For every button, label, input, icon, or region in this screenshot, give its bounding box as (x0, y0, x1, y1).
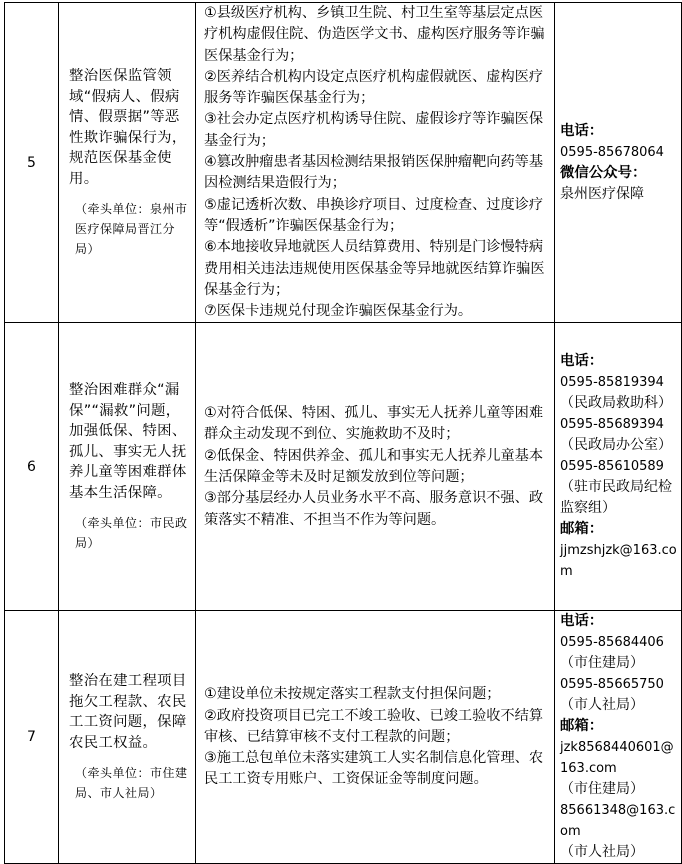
wechat-label: 微信公众号： (560, 164, 647, 181)
email-label: 邮箱： (560, 718, 604, 735)
phone-number: 0595-85819394 (560, 375, 664, 391)
issues-cell (196, 3, 555, 323)
phone-label: 电话： (560, 122, 604, 139)
phone-unit: （民政局办公室） (560, 437, 672, 454)
issue-item: ②医养结合机构内设定点医疗机构虚假就医、虚构医疗服务等诈骗医保基金行为； (204, 68, 544, 107)
phone-unit: （市住建局） (560, 655, 644, 672)
issue-item: ⑥本地接收异地就医人员结算费用、特别是门诊慢特病费用相关违法违规使用医保基金等异地就医结算诈骗医保基金行为； (204, 239, 545, 298)
contact-cell (555, 3, 682, 323)
email-address: 85661348@163.com (560, 803, 676, 840)
phone-unit: （驻市民政局纪检监察组） (560, 479, 672, 517)
issue-item: ①建设单位未按规定落实工程款支付担保问题； (204, 686, 501, 703)
contact-cell (555, 611, 682, 864)
row-number: 7 (5, 611, 59, 864)
phone-number: 0595-85665750 (560, 677, 664, 693)
issue-item: ②低保金、特困供养金、孤儿和事实无人抚养儿童基本生活保障金等未及时足额发放到位等问题； (204, 447, 544, 485)
supervision-table (4, 2, 682, 864)
lead-unit: （牵头单位：市民政局） (75, 516, 188, 551)
email-address: jjmzshjzk@163.com (560, 543, 677, 580)
topic-cell (59, 323, 196, 611)
row-number: 5 (5, 3, 59, 323)
wechat-account: 泉州医疗保障 (560, 185, 644, 202)
phone-number: 0595-85689394 (560, 417, 664, 433)
email-unit: （市人社局） (560, 844, 644, 861)
email-label: 邮箱： (560, 521, 604, 538)
issue-item: ⑤虚记透析次数、串换诊疗项目、过度检查、过度诊疗等“假透析”诈骗医保基金行为； (204, 196, 544, 234)
issue-item: ④篡改肿瘤患者基因检测结果报销医保肿瘤靶向药等基因检测结果造假行为； (204, 154, 544, 192)
topic-text: 整治医保监管领域“假病人、假病情、假票据”等恶性欺诈骗保行为，规范医保基金使用。 (69, 68, 187, 187)
issue-item: ③施工总包单位未落实建筑工人实名制信息化管理、农民工工资专用账户、工资保证金等制度问题。 (204, 750, 544, 788)
issues-cell (196, 323, 555, 611)
topic-cell (59, 611, 196, 864)
phone-number: 0595-85678064 (560, 144, 664, 160)
issue-item: ②政府投资项目已完工不竣工验收、已竣工验收不结算审核、已结算审核不支付工程款的问题； (204, 707, 544, 745)
issue-item: ⑦医保卡违规兑付现金诈骗医保基金行为。 (204, 303, 473, 320)
phone-number: 0595-85684406 (560, 635, 664, 651)
row-number: 6 (5, 323, 59, 611)
phone-unit: （民政局救助科） (560, 395, 672, 412)
lead-unit: （牵头单位：市住建局、市人社局） (75, 766, 188, 801)
phone-label: 电话： (560, 353, 604, 370)
issue-item: ③部分基层经办人员业务水平不高、服务意识不强、政策落实不精准、不担当不作为等问题。 (204, 490, 544, 528)
table-row (5, 3, 682, 323)
email-address: jzk8568440601@163.com (560, 740, 674, 777)
phone-number: 0595-85610589 (560, 459, 664, 475)
phone-label: 电话： (560, 613, 604, 630)
issue-item: ①对符合低保、特困、孤儿、事实无人抚养儿童等困难群众主动发现不到位、实施救助不及时； (204, 405, 544, 443)
issues-cell (196, 611, 555, 864)
issue-item: ③社会办定点医疗机构诱导住院、虚假诊疗等诈骗医保基金行为； (204, 111, 544, 149)
phone-unit: （市人社局） (560, 697, 644, 714)
topic-cell (59, 3, 196, 323)
topic-text: 整治困难群众“漏保”“漏救”问题，加强低保、特困、孤儿、事实无人抚养儿童等困难群体基本生活保障。 (69, 382, 187, 501)
issue-item: ①县级医疗机构、乡镇卫生院、村卫生室等基层定点医疗机构虚假住院、伪造医学文书、虚构医疗服务等诈骗医保基金行为； (204, 5, 545, 64)
email-unit: （市住建局） (560, 781, 644, 798)
table-row (5, 323, 682, 611)
lead-unit: （牵头单位：泉州市医疗保障局晋江分局） (75, 202, 188, 257)
contact-cell (555, 323, 682, 611)
topic-text: 整治在建工程项目拖欠工程款、农民工工资问题，保障农民工权益。 (69, 673, 187, 751)
table-row (5, 611, 682, 864)
